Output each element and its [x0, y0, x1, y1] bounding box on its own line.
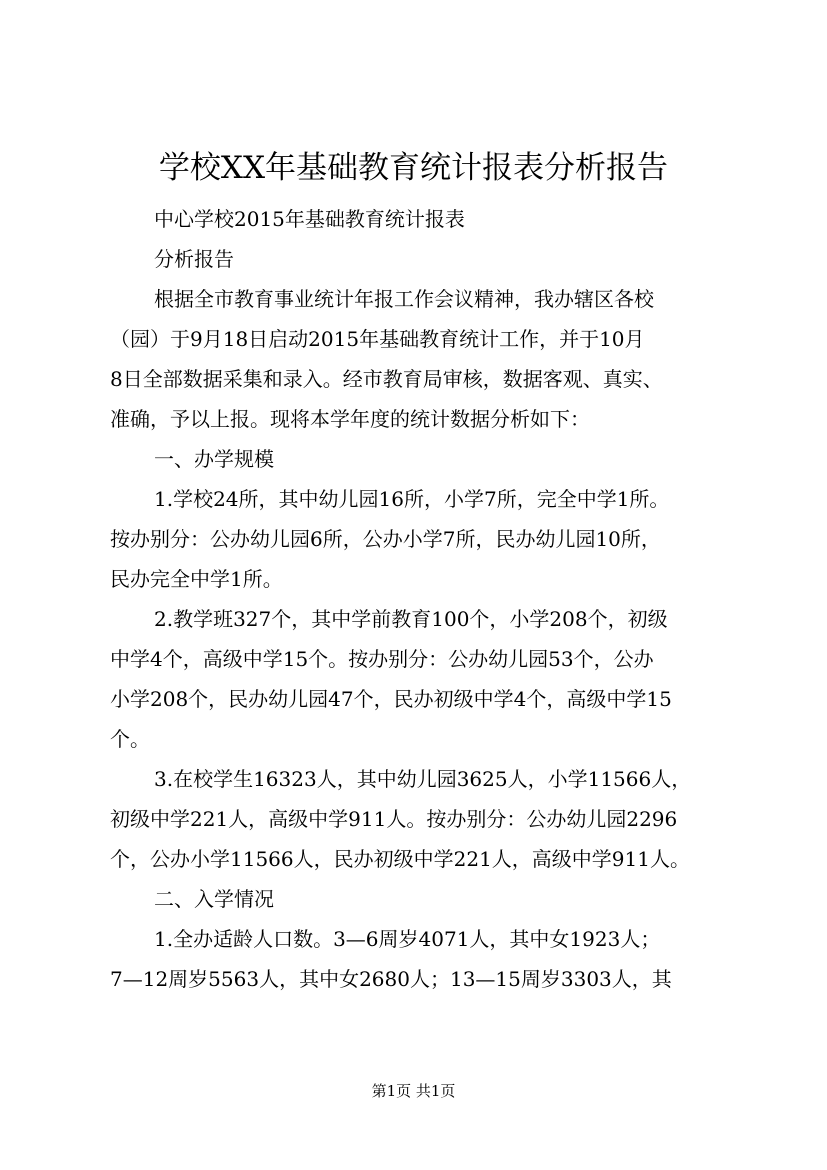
body-line: 3.在校学生16323人，其中幼儿园3625人，小学11566人， — [154, 767, 692, 791]
body-line: 个，公办小学11566人，民办初级中学221人，高级中学911人。 — [110, 847, 690, 871]
document-body — [110, 199, 722, 999]
body-line: 8日全部数据采集和录入。经市教育局审核，数据客观、真实、 — [110, 367, 663, 391]
body-line: 根据全市教育事业统计年报工作会议精神，我办辖区各校 — [154, 287, 654, 311]
body-line: 中心学校2015年基础教育统计报表 — [154, 207, 465, 231]
body-line: 1.全办适龄人口数。3—6周岁4071人，其中女1923人； — [154, 927, 661, 951]
body-line: 1.学校24所，其中幼儿园16所，小学7所，完全中学1所。 — [154, 487, 670, 511]
document-title: 学校XX年基础教育统计报表分析报告 — [158, 150, 669, 186]
page-footer: 第1页 共1页 — [371, 1082, 456, 1100]
body-line: 小学208个，民办幼儿园47个，民办初级中学4个，高级中学15 — [110, 687, 672, 711]
body-line: 7—12周岁5563人，其中女2680人；13—15周岁3303人，其 — [110, 967, 672, 991]
body-line: 2.教学班327个，其中学前教育100个，小学208个，初级 — [154, 607, 668, 631]
body-line: 个。 — [110, 727, 150, 751]
body-line: 按办别分：公办幼儿园6所，公办小学7所，民办幼儿园10所， — [110, 527, 661, 551]
body-line: 民办完全中学1所。 — [110, 567, 283, 591]
body-line: 准确，予以上报。现将本学年度的统计数据分析如下： — [110, 407, 590, 431]
body-line: （园）于9月18日启动2015年基础教育统计工作，并于10月 — [110, 327, 645, 351]
section-heading: 二、入学情况 — [154, 887, 274, 911]
body-line: 分析报告 — [154, 247, 234, 271]
body-line: 初级中学221人，高级中学911人。按办别分：公办幼儿园2296 — [110, 807, 678, 831]
section-heading: 一、办学规模 — [154, 447, 274, 471]
body-line: 中学4个，高级中学15个。按办别分：公办幼儿园53个，公办 — [110, 647, 654, 671]
